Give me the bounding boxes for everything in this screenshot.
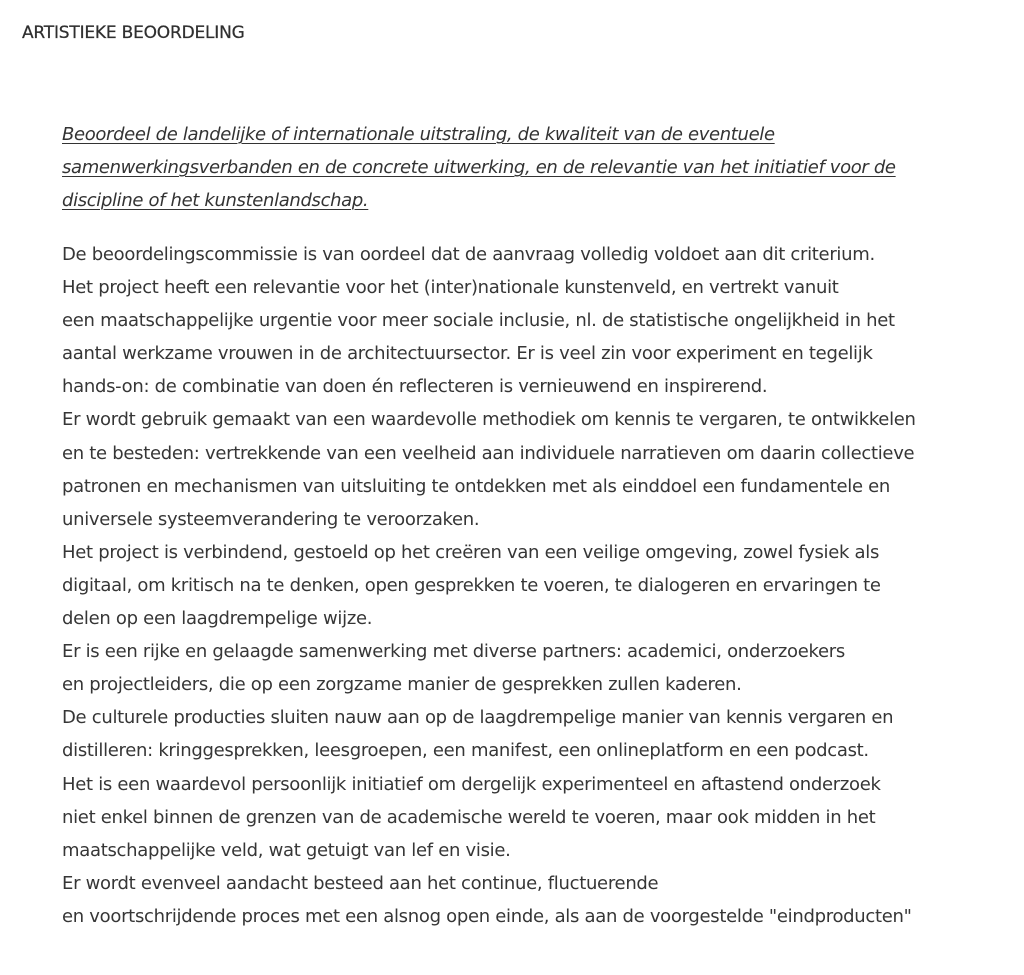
assessment-line: Er wordt gebruik gemaakt van een waardevolle methodiek om kennis te vergaren, te ontwikkelen — [62, 409, 916, 431]
section-title: ARTISTIEKE BEOORDELING — [22, 23, 245, 43]
question-line: Beoordeel de landelijke of internationale uitstraling, de kwaliteit van de eventuele — [62, 124, 775, 145]
assessment-line: digitaal, om kritisch na te denken, open gesprekken te voeren, te dialogeren en ervaringen te — [62, 574, 881, 596]
assessment-line: niet enkel binnen de grenzen van de academische wereld te voeren, maar ook midden in het — [62, 806, 876, 828]
assessment-text — [62, 238, 1002, 933]
assessment-line: patronen en mechanismen van uitsluiting te ontdekken met als einddoel een fundamentele en — [62, 475, 891, 497]
assessment-line: Het is een waardevol persoonlijk initiatief om dergelijk experimenteel en aftastend onderzoek — [62, 773, 881, 795]
assessment-line: en voortschrijdende proces met een alsnog open einde, als aan de voorgestelde "eindproducten" — [62, 905, 912, 927]
criterion-question — [62, 118, 1002, 217]
assessment-line: aantal werkzame vrouwen in de architectuursector. Er is veel zin voor experiment en tegelijk — [62, 343, 873, 365]
assessment-line: delen op een laagdrempelige wijze. — [62, 608, 373, 630]
assessment-line: hands-on: de combinatie van doen én reflecteren is vernieuwend en inspirerend. — [62, 376, 768, 398]
assessment-line: en projectleiders, die op een zorgzame manier de gesprekken zullen kaderen. — [62, 674, 742, 696]
assessment-line: universele systeemverandering te veroorzaken. — [62, 508, 480, 530]
assessment-line: en te besteden: vertrekkende van een veelheid aan individuele narratieven om daarin collectieve — [62, 442, 915, 464]
assessment-line: De beoordelingscommissie is van oordeel dat de aanvraag volledig voldoet aan dit criterium. — [62, 244, 875, 265]
assessment-line: Het project heeft een relevantie voor het (inter)nationale kunstenveld, en vertrekt vanuit — [62, 277, 839, 299]
question-line: samenwerkingsverbanden en de concrete uitwerking, en de relevantie van het initiatief voor de — [62, 157, 896, 178]
assessment-line: De culturele producties sluiten nauw aan op de laagdrempelige manier van kennis vergaren en — [62, 707, 894, 729]
question-line: discipline of het kunstenlandschap. — [62, 190, 369, 211]
assessment-line: Er is een rijke en gelaagde samenwerking met diverse partners: academici, onderzoekers — [62, 641, 845, 663]
assessment-line: maatschappelijke veld, wat getuigt van lef en visie. — [62, 839, 511, 861]
assessment-line: Het project is verbindend, gestoeld op het creëren van een veilige omgeving, zowel fysiek als — [62, 541, 880, 563]
assessment-line: een maatschappelijke urgentie voor meer sociale inclusie, nl. de statistische ongelijkheid in het — [62, 310, 895, 332]
assessment-line: Er wordt evenveel aandacht besteed aan het continue, fluctuerende — [62, 872, 659, 894]
assessment-line: distilleren: kringgesprekken, leesgroepen, een manifest, een onlineplatform en een podcast. — [62, 740, 869, 762]
